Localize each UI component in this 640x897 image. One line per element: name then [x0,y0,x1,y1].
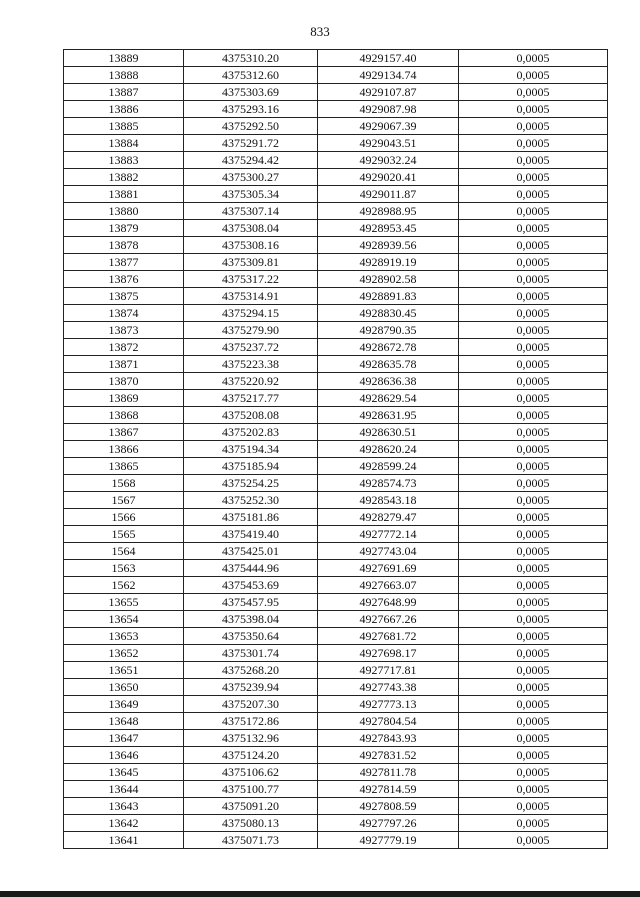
point-id-cell: 13871 [64,356,184,373]
table-row [64,67,608,84]
x-coordinate-cell: 4375202.83 [184,424,318,441]
table-row [64,492,608,509]
table-row [64,203,608,220]
y-coordinate-cell: 4928902.58 [318,271,459,288]
value-cell: 0,0005 [459,237,608,254]
table-row [64,815,608,832]
table-row [64,526,608,543]
table-row [64,662,608,679]
x-coordinate-cell: 4375292.50 [184,118,318,135]
table-row [64,832,608,849]
x-coordinate-cell: 4375100.77 [184,781,318,798]
table-row [64,611,608,628]
point-id-cell: 13641 [64,832,184,849]
value-cell: 0,0005 [459,322,608,339]
value-cell: 0,0005 [459,458,608,475]
point-id-cell: 13886 [64,101,184,118]
point-id-cell: 13647 [64,730,184,747]
value-cell: 0,0005 [459,424,608,441]
value-cell: 0,0005 [459,407,608,424]
x-coordinate-cell: 4375419.40 [184,526,318,543]
value-cell: 0,0005 [459,135,608,152]
table-row [64,577,608,594]
y-coordinate-cell: 4927797.26 [318,815,459,832]
y-coordinate-cell: 4928672.78 [318,339,459,356]
point-id-cell: 13875 [64,288,184,305]
point-id-cell: 13887 [64,84,184,101]
point-id-cell: 13653 [64,628,184,645]
page-number: 833 [310,24,330,39]
x-coordinate-cell: 4375080.13 [184,815,318,832]
x-coordinate-cell: 4375237.72 [184,339,318,356]
x-coordinate-cell: 4375172.86 [184,713,318,730]
y-coordinate-cell: 4928574.73 [318,475,459,492]
y-coordinate-cell: 4928543.18 [318,492,459,509]
point-id-cell: 13884 [64,135,184,152]
x-coordinate-cell: 4375132.96 [184,730,318,747]
x-coordinate-cell: 4375310.20 [184,50,318,67]
y-coordinate-cell: 4929134.74 [318,67,459,84]
table-row [64,118,608,135]
x-coordinate-cell: 4375398.04 [184,611,318,628]
y-coordinate-cell: 4927804.54 [318,713,459,730]
point-id-cell: 13872 [64,339,184,356]
y-coordinate-cell: 4928636.38 [318,373,459,390]
x-coordinate-cell: 4375254.25 [184,475,318,492]
y-coordinate-cell: 4927743.38 [318,679,459,696]
point-id-cell: 1567 [64,492,184,509]
table-row [64,594,608,611]
value-cell: 0,0005 [459,288,608,305]
x-coordinate-cell: 4375181.86 [184,509,318,526]
table-row [64,135,608,152]
value-cell: 0,0005 [459,798,608,815]
coordinates-table-container [63,49,607,849]
table-row [64,390,608,407]
y-coordinate-cell: 4928790.35 [318,322,459,339]
x-coordinate-cell: 4375208.08 [184,407,318,424]
point-id-cell: 13655 [64,594,184,611]
value-cell: 0,0005 [459,543,608,560]
value-cell: 0,0005 [459,475,608,492]
table-row [64,543,608,560]
value-cell: 0,0005 [459,390,608,407]
table-row [64,798,608,815]
x-coordinate-cell: 4375252.30 [184,492,318,509]
y-coordinate-cell: 4927831.52 [318,747,459,764]
table-row [64,322,608,339]
point-id-cell: 13874 [64,305,184,322]
point-id-cell: 13881 [64,186,184,203]
value-cell: 0,0005 [459,356,608,373]
point-id-cell: 1562 [64,577,184,594]
y-coordinate-cell: 4929107.87 [318,84,459,101]
y-coordinate-cell: 4928891.83 [318,288,459,305]
x-coordinate-cell: 4375457.95 [184,594,318,611]
value-cell: 0,0005 [459,67,608,84]
value-cell: 0,0005 [459,305,608,322]
point-id-cell: 13880 [64,203,184,220]
x-coordinate-cell: 4375314.91 [184,288,318,305]
x-coordinate-cell: 4375300.27 [184,169,318,186]
value-cell: 0,0005 [459,339,608,356]
x-coordinate-cell: 4375071.73 [184,832,318,849]
value-cell: 0,0005 [459,203,608,220]
value-cell: 0,0005 [459,220,608,237]
point-id-cell: 13869 [64,390,184,407]
table-row [64,407,608,424]
value-cell: 0,0005 [459,696,608,713]
y-coordinate-cell: 4927681.72 [318,628,459,645]
value-cell: 0,0005 [459,730,608,747]
y-coordinate-cell: 4929157.40 [318,50,459,67]
x-coordinate-cell: 4375185.94 [184,458,318,475]
value-cell: 0,0005 [459,50,608,67]
y-coordinate-cell: 4927663.07 [318,577,459,594]
table-row [64,356,608,373]
table-row [64,458,608,475]
y-coordinate-cell: 4928988.95 [318,203,459,220]
x-coordinate-cell: 4375425.01 [184,543,318,560]
point-id-cell: 13873 [64,322,184,339]
x-coordinate-cell: 4375303.69 [184,84,318,101]
x-coordinate-cell: 4375106.62 [184,764,318,781]
value-cell: 0,0005 [459,526,608,543]
value-cell: 0,0005 [459,764,608,781]
point-id-cell: 13876 [64,271,184,288]
table-row [64,186,608,203]
value-cell: 0,0005 [459,815,608,832]
point-id-cell: 13885 [64,118,184,135]
table-row [64,50,608,67]
y-coordinate-cell: 4928919.19 [318,254,459,271]
value-cell: 0,0005 [459,441,608,458]
table-row [64,764,608,781]
point-id-cell: 13870 [64,373,184,390]
table-row [64,305,608,322]
point-id-cell: 1565 [64,526,184,543]
table-row [64,441,608,458]
table-row [64,696,608,713]
point-id-cell: 13867 [64,424,184,441]
point-id-cell: 13878 [64,237,184,254]
point-id-cell: 13652 [64,645,184,662]
x-coordinate-cell: 4375294.42 [184,152,318,169]
value-cell: 0,0005 [459,832,608,849]
point-id-cell: 13642 [64,815,184,832]
table-row [64,475,608,492]
table-row [64,713,608,730]
x-coordinate-cell: 4375294.15 [184,305,318,322]
y-coordinate-cell: 4929043.51 [318,135,459,152]
value-cell: 0,0005 [459,492,608,509]
value-cell: 0,0005 [459,679,608,696]
value-cell: 0,0005 [459,560,608,577]
x-coordinate-cell: 4375207.30 [184,696,318,713]
y-coordinate-cell: 4929067.39 [318,118,459,135]
point-id-cell: 13866 [64,441,184,458]
point-id-cell: 13644 [64,781,184,798]
table-row [64,509,608,526]
x-coordinate-cell: 4375301.74 [184,645,318,662]
y-coordinate-cell: 4928599.24 [318,458,459,475]
value-cell: 0,0005 [459,254,608,271]
x-coordinate-cell: 4375308.04 [184,220,318,237]
y-coordinate-cell: 4928620.24 [318,441,459,458]
table-row [64,339,608,356]
value-cell: 0,0005 [459,271,608,288]
point-id-cell: 1564 [64,543,184,560]
x-coordinate-cell: 4375317.22 [184,271,318,288]
point-id-cell: 13651 [64,662,184,679]
value-cell: 0,0005 [459,747,608,764]
table-row [64,101,608,118]
y-coordinate-cell: 4928631.95 [318,407,459,424]
x-coordinate-cell: 4375220.92 [184,373,318,390]
x-coordinate-cell: 4375309.81 [184,254,318,271]
point-id-cell: 13645 [64,764,184,781]
point-id-cell: 13649 [64,696,184,713]
point-id-cell: 13868 [64,407,184,424]
y-coordinate-cell: 4927698.17 [318,645,459,662]
table-row [64,271,608,288]
value-cell: 0,0005 [459,186,608,203]
x-coordinate-cell: 4375312.60 [184,67,318,84]
y-coordinate-cell: 4927743.04 [318,543,459,560]
table-row [64,220,608,237]
point-id-cell: 1566 [64,509,184,526]
value-cell: 0,0005 [459,152,608,169]
value-cell: 0,0005 [459,101,608,118]
y-coordinate-cell: 4928830.45 [318,305,459,322]
x-coordinate-cell: 4375268.20 [184,662,318,679]
y-coordinate-cell: 4927773.13 [318,696,459,713]
y-coordinate-cell: 4928279.47 [318,509,459,526]
x-coordinate-cell: 4375305.34 [184,186,318,203]
x-coordinate-cell: 4375350.64 [184,628,318,645]
y-coordinate-cell: 4928635.78 [318,356,459,373]
y-coordinate-cell: 4928953.45 [318,220,459,237]
y-coordinate-cell: 4927667.26 [318,611,459,628]
coordinates-table [63,49,608,849]
y-coordinate-cell: 4927811.78 [318,764,459,781]
table-row [64,373,608,390]
table-row [64,645,608,662]
value-cell: 0,0005 [459,577,608,594]
y-coordinate-cell: 4927808.59 [318,798,459,815]
x-coordinate-cell: 4375453.69 [184,577,318,594]
x-coordinate-cell: 4375217.77 [184,390,318,407]
y-coordinate-cell: 4929011.87 [318,186,459,203]
x-coordinate-cell: 4375308.16 [184,237,318,254]
table-row [64,424,608,441]
coordinates-table-body [64,50,608,849]
x-coordinate-cell: 4375291.72 [184,135,318,152]
x-coordinate-cell: 4375091.20 [184,798,318,815]
table-row [64,628,608,645]
bottom-scan-edge [0,891,640,897]
point-id-cell: 13883 [64,152,184,169]
point-id-cell: 13648 [64,713,184,730]
y-coordinate-cell: 4927648.99 [318,594,459,611]
table-row [64,84,608,101]
y-coordinate-cell: 4927814.59 [318,781,459,798]
x-coordinate-cell: 4375307.14 [184,203,318,220]
table-row [64,781,608,798]
x-coordinate-cell: 4375239.94 [184,679,318,696]
table-row [64,679,608,696]
point-id-cell: 13646 [64,747,184,764]
y-coordinate-cell: 4929087.98 [318,101,459,118]
value-cell: 0,0005 [459,118,608,135]
table-row [64,152,608,169]
value-cell: 0,0005 [459,628,608,645]
y-coordinate-cell: 4927691.69 [318,560,459,577]
point-id-cell: 13650 [64,679,184,696]
y-coordinate-cell: 4927772.14 [318,526,459,543]
value-cell: 0,0005 [459,662,608,679]
y-coordinate-cell: 4927779.19 [318,832,459,849]
point-id-cell: 13889 [64,50,184,67]
point-id-cell: 1563 [64,560,184,577]
x-coordinate-cell: 4375444.96 [184,560,318,577]
value-cell: 0,0005 [459,509,608,526]
value-cell: 0,0005 [459,84,608,101]
value-cell: 0,0005 [459,373,608,390]
point-id-cell: 13888 [64,67,184,84]
y-coordinate-cell: 4928629.54 [318,390,459,407]
x-coordinate-cell: 4375293.16 [184,101,318,118]
y-coordinate-cell: 4928630.51 [318,424,459,441]
value-cell: 0,0005 [459,713,608,730]
value-cell: 0,0005 [459,169,608,186]
point-id-cell: 13865 [64,458,184,475]
table-row [64,254,608,271]
table-row [64,747,608,764]
value-cell: 0,0005 [459,611,608,628]
table-row [64,288,608,305]
table-row [64,560,608,577]
value-cell: 0,0005 [459,645,608,662]
y-coordinate-cell: 4928939.56 [318,237,459,254]
point-id-cell: 13643 [64,798,184,815]
point-id-cell: 13882 [64,169,184,186]
x-coordinate-cell: 4375124.20 [184,747,318,764]
y-coordinate-cell: 4927717.81 [318,662,459,679]
value-cell: 0,0005 [459,781,608,798]
x-coordinate-cell: 4375194.34 [184,441,318,458]
point-id-cell: 13654 [64,611,184,628]
table-row [64,169,608,186]
y-coordinate-cell: 4929032.24 [318,152,459,169]
x-coordinate-cell: 4375279.90 [184,322,318,339]
x-coordinate-cell: 4375223.38 [184,356,318,373]
point-id-cell: 13877 [64,254,184,271]
y-coordinate-cell: 4927843.93 [318,730,459,747]
point-id-cell: 13879 [64,220,184,237]
table-row [64,237,608,254]
value-cell: 0,0005 [459,594,608,611]
point-id-cell: 1568 [64,475,184,492]
table-row [64,730,608,747]
y-coordinate-cell: 4929020.41 [318,169,459,186]
